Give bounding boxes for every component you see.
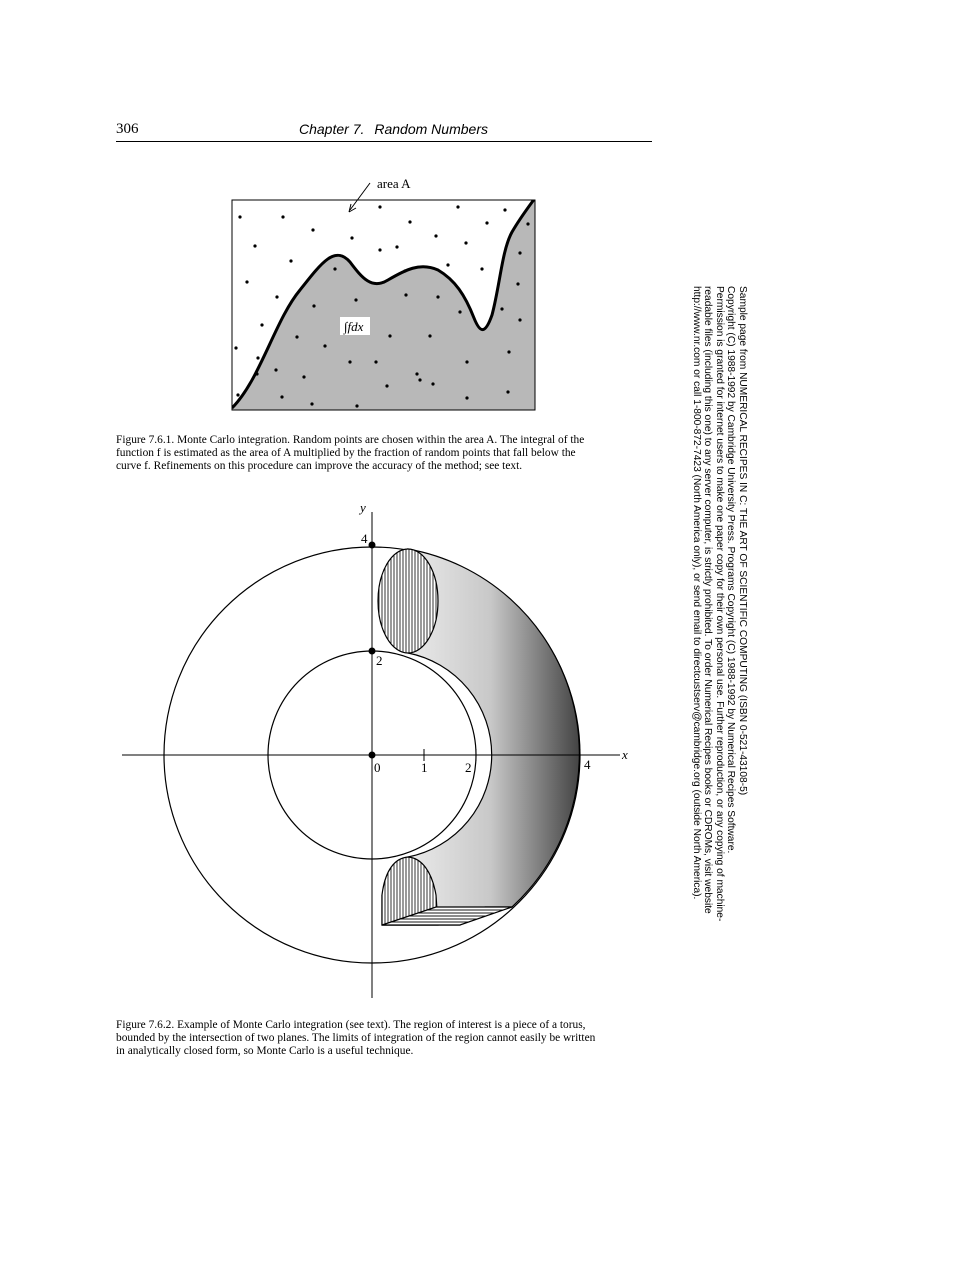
page-number: 306 [116,121,139,137]
random-point [408,220,411,223]
random-point [395,245,398,248]
random-point [388,334,391,337]
random-point [403,269,406,272]
y-axis-label: y [360,500,366,515]
random-point [436,295,439,298]
random-point [418,378,421,381]
tick-label-origin: 0 [374,760,381,775]
tick-label-y2: 2 [376,653,383,668]
integral-label: ∫fdx [344,319,364,334]
random-point [446,263,449,266]
figure-7-6-1-caption [116,434,661,473]
caption-line: function f is estimated as the area of A multiplied by the fraction of random points that fall below the [116,447,576,459]
point-y4 [369,542,376,549]
random-point [350,236,353,239]
random-point [465,360,468,363]
random-point [355,404,358,407]
random-point [428,334,431,337]
random-point [374,360,377,363]
random-point [485,221,488,224]
area-label: area A [377,176,411,191]
random-point [312,304,315,307]
random-point [415,372,418,375]
point-y2 [369,648,376,655]
sidebar-line: Sample page from NUMERICAL RECIPES IN C: THE ART OF SCIENTIFIC COMPUTING (ISBN 0-521-43108-5) [737,286,748,796]
copyright-sidebar [688,286,748,1006]
random-point [465,396,468,399]
random-point [431,382,434,385]
random-point [310,402,313,405]
random-point [234,346,237,349]
random-point [333,267,336,270]
sidebar-line: Permission is granted for internet users to make one paper copy for their own personal use. Further reproduction, or any copying of machine- [713,286,725,922]
random-point [311,228,314,231]
sidebar-line: readable files (including this one) to any server computer, is strictly prohibited. To order Numerical Recipes books or CDROMs, visit website [702,286,714,914]
caption-line: Figure 7.6.2. Example of Monte Carlo integration (see text). The region of interest is a piece of a torus, [116,1019,586,1031]
random-point [516,282,519,285]
tick-label-x2: 2 [465,760,472,775]
random-point [378,205,381,208]
random-point [289,259,292,262]
random-point [506,390,509,393]
random-point [275,295,278,298]
caption-line: curve f. Refinements on this procedure can improve the accuracy of the method; see text. [116,460,523,472]
random-point [238,215,241,218]
random-point [281,215,284,218]
tick-label-y4: 4 [361,531,368,546]
caption-line: bounded by the intersection of two planes. The limits of integration of the region cannot easily be written [116,1032,596,1044]
random-point [280,395,283,398]
page-header [116,119,652,142]
figure-monte-carlo-area [222,168,544,418]
random-point [253,244,256,247]
random-point [518,318,521,321]
random-point [255,372,258,375]
random-point [302,375,305,378]
random-point [456,205,459,208]
random-point [354,298,357,301]
chapter-number: Chapter 7. [299,121,365,137]
random-point [274,368,277,371]
tick-label-x1: 1 [421,760,428,775]
random-point [507,350,510,353]
chapter-title [299,121,488,137]
top-cross-section [378,549,438,653]
caption-line: Figure 7.6.1. Monte Carlo integration. Random points are chosen within the area A. The integral of the [116,434,585,446]
random-point [434,234,437,237]
figure-torus [115,495,645,1005]
random-point [236,393,239,396]
random-point [348,360,351,363]
random-point [378,248,381,251]
random-point [503,208,506,211]
sidebar-line: http://www.nr.com or call 1-800-872-7423 (North America only), or send email to directcustserv@cambridge.org (outside North America). [690,286,702,900]
random-point [458,310,461,313]
random-point [526,222,529,225]
chapter-name: Random Numbers [374,121,488,137]
tick-label-x4: 4 [584,757,591,772]
caption-line: in analytically closed form, so Monte Carlo is a useful technique. [116,1045,414,1057]
random-point [480,267,483,270]
random-point [500,307,503,310]
random-point [518,251,521,254]
random-point [464,241,467,244]
figure-7-6-2-caption [116,1019,661,1058]
random-point [385,384,388,387]
random-point [256,356,259,359]
random-point [323,344,326,347]
origin-point [369,752,376,759]
random-point [404,293,407,296]
random-point [295,335,298,338]
random-point [245,280,248,283]
random-point [260,323,263,326]
sidebar-line: Copyright (C) 1988-1992 by Cambridge University Press. Programs Copyright (C) 1988-1992 by Numerical Recipes Software. [725,286,737,854]
x-axis-label: x [622,747,628,762]
